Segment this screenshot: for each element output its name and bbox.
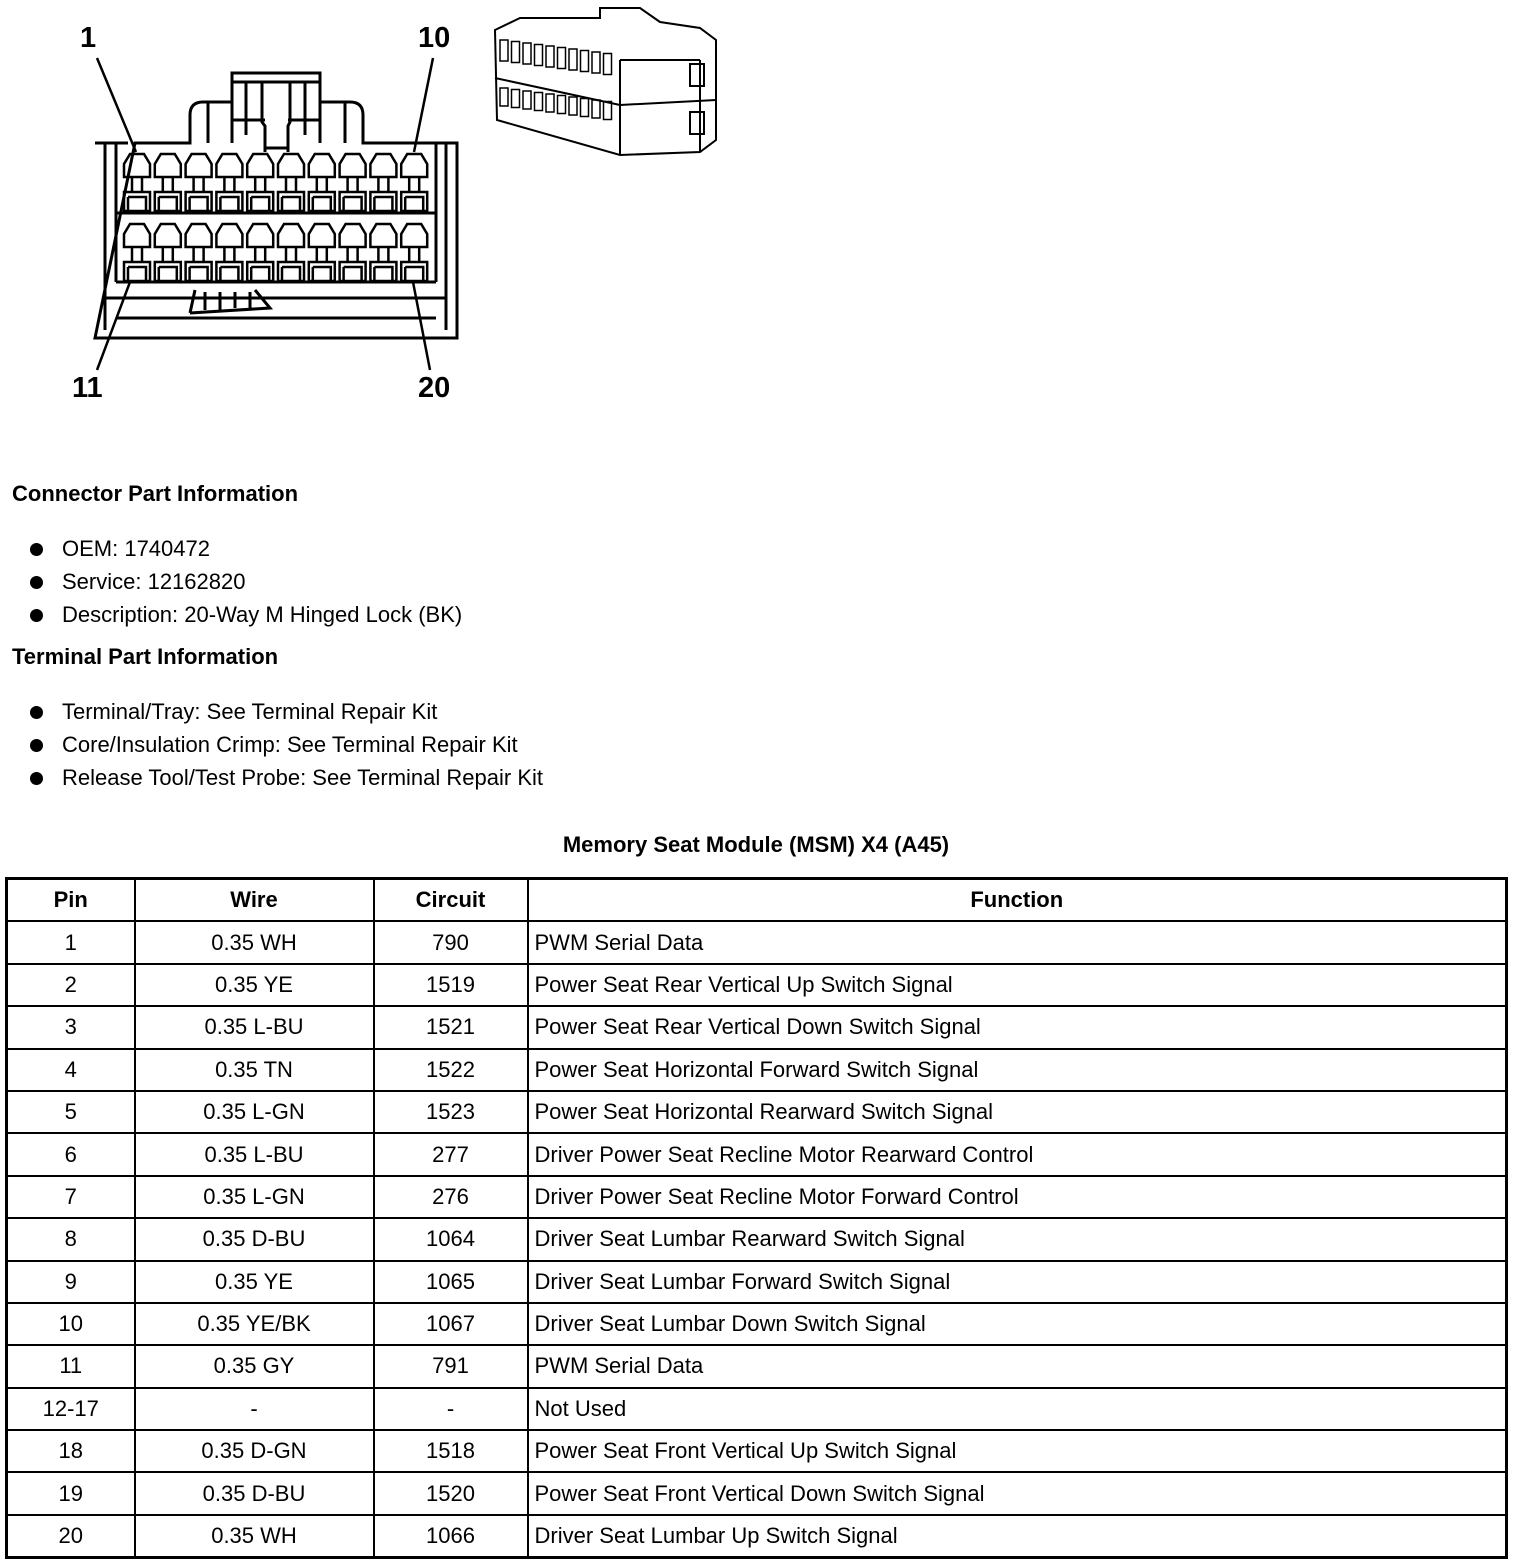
cell-pin: 19 xyxy=(7,1472,135,1514)
cell-wire: 0.35 YE xyxy=(135,964,374,1006)
cell-pin: 6 xyxy=(7,1133,135,1175)
cell-pin: 18 xyxy=(7,1430,135,1472)
list-item: Core/Insulation Crimp: See Terminal Repair Kit xyxy=(28,728,543,761)
table-row xyxy=(7,964,1507,1006)
terminal-cavity xyxy=(247,154,273,211)
list-item: Service: 12162820 xyxy=(28,565,462,598)
cell-pin: 12-17 xyxy=(7,1388,135,1430)
cell-pin: 8 xyxy=(7,1218,135,1260)
header-circuit: Circuit xyxy=(374,879,528,922)
cell-wire: 0.35 D-GN xyxy=(135,1430,374,1472)
cell-function: Driver Seat Lumbar Forward Switch Signal xyxy=(528,1261,1507,1303)
iso-cavity xyxy=(546,94,554,112)
terminal-cavity xyxy=(216,224,242,281)
cell-circuit: 1065 xyxy=(374,1261,528,1303)
table-row xyxy=(7,1176,1507,1218)
terminal-part-info-heading: Terminal Part Information xyxy=(12,644,279,669)
header-wire: Wire xyxy=(135,879,374,922)
iso-cavity xyxy=(512,42,520,63)
table-title: Memory Seat Module (MSM) X4 (A45) xyxy=(562,832,950,857)
cell-function: Driver Power Seat Recline Motor Forward Control xyxy=(528,1176,1507,1218)
cell-wire: 0.35 YE/BK xyxy=(135,1303,374,1345)
cell-circuit: 790 xyxy=(374,921,528,963)
pin-label-10: 10 xyxy=(418,22,451,54)
terminal-cavity xyxy=(216,154,242,211)
terminal-cavity xyxy=(340,224,366,281)
cell-function: Power Seat Rear Vertical Down Switch Signal xyxy=(528,1006,1507,1048)
cell-circuit: 791 xyxy=(374,1345,528,1387)
connector-part-info-list xyxy=(28,532,462,631)
cell-wire: 0.35 D-BU xyxy=(135,1472,374,1514)
cell-circuit: 1066 xyxy=(374,1515,528,1558)
iso-cavity xyxy=(535,93,543,111)
cell-function: Driver Seat Lumbar Down Switch Signal xyxy=(528,1303,1507,1345)
cell-wire: 0.35 TN xyxy=(135,1049,374,1091)
cell-wire: 0.35 YE xyxy=(135,1261,374,1303)
iso-cavity xyxy=(569,49,577,70)
iso-cavity xyxy=(604,54,612,75)
cell-circuit: 1519 xyxy=(374,964,528,1006)
table-row xyxy=(7,1345,1507,1387)
cell-function: PWM Serial Data xyxy=(528,1345,1507,1387)
cell-pin: 9 xyxy=(7,1261,135,1303)
cell-function: Not Used xyxy=(528,1388,1507,1430)
list-item: Release Tool/Test Probe: See Terminal Repair Kit xyxy=(28,761,543,794)
cell-pin: 3 xyxy=(7,1006,135,1048)
table-row xyxy=(7,1049,1507,1091)
cell-pin: 11 xyxy=(7,1345,135,1387)
terminal-cavities xyxy=(124,154,427,281)
cell-pin: 20 xyxy=(7,1515,135,1558)
terminal-cavity xyxy=(340,154,366,211)
iso-cavity xyxy=(500,88,508,106)
cell-function: Power Seat Rear Vertical Up Switch Signal xyxy=(528,964,1507,1006)
cell-wire: - xyxy=(135,1388,374,1430)
cell-wire: 0.35 WH xyxy=(135,1515,374,1558)
cell-function: Power Seat Horizontal Forward Switch Signal xyxy=(528,1049,1507,1091)
cell-circuit: 1067 xyxy=(374,1303,528,1345)
iso-cavity xyxy=(535,45,543,66)
table-row xyxy=(7,1388,1507,1430)
cell-function: PWM Serial Data xyxy=(528,921,1507,963)
terminal-cavity xyxy=(401,224,427,281)
iso-cavity xyxy=(581,99,589,117)
header-pin: Pin xyxy=(7,879,135,922)
connector-face-diagram xyxy=(0,0,760,420)
cell-pin: 5 xyxy=(7,1091,135,1133)
terminal-part-info-list xyxy=(28,695,543,794)
cell-wire: 0.35 L-GN xyxy=(135,1091,374,1133)
iso-cavity xyxy=(546,46,554,67)
header-function: Function xyxy=(528,879,1507,922)
pin-label-1: 1 xyxy=(80,22,97,54)
pin-label-11: 11 xyxy=(72,372,103,404)
cell-function: Power Seat Horizontal Rearward Switch Signal xyxy=(528,1091,1507,1133)
cell-circuit: 1518 xyxy=(374,1430,528,1472)
cell-wire: 0.35 L-GN xyxy=(135,1176,374,1218)
cell-function: Power Seat Front Vertical Down Switch Signal xyxy=(528,1472,1507,1514)
cell-pin: 2 xyxy=(7,964,135,1006)
cell-pin: 1 xyxy=(7,921,135,963)
table-row xyxy=(7,1261,1507,1303)
terminal-cavity xyxy=(278,154,304,211)
cell-pin: 4 xyxy=(7,1049,135,1091)
iso-cavity xyxy=(500,40,508,61)
iso-cavity xyxy=(592,52,600,73)
table-header-row xyxy=(7,879,1507,922)
connector-part-info-heading: Connector Part Information xyxy=(12,481,299,506)
terminal-cavity xyxy=(247,224,273,281)
table-row xyxy=(7,1472,1507,1514)
iso-cavity xyxy=(581,51,589,72)
cell-wire: 0.35 WH xyxy=(135,921,374,963)
terminal-cavity xyxy=(401,154,427,211)
cell-pin: 7 xyxy=(7,1176,135,1218)
pinout-table xyxy=(5,877,1508,1559)
cell-circuit: 1522 xyxy=(374,1049,528,1091)
iso-cavity xyxy=(523,91,531,109)
terminal-cavity xyxy=(309,154,335,211)
terminal-cavity xyxy=(370,154,396,211)
cell-circuit: 1064 xyxy=(374,1218,528,1260)
iso-cavity xyxy=(512,90,520,108)
terminal-cavity xyxy=(155,154,181,211)
cell-function: Driver Power Seat Recline Motor Rearward Control xyxy=(528,1133,1507,1175)
iso-cavity xyxy=(558,48,566,69)
cell-wire: 0.35 L-BU xyxy=(135,1006,374,1048)
terminal-cavity xyxy=(186,154,212,211)
list-item: Description: 20-Way M Hinged Lock (BK) xyxy=(28,598,462,631)
terminal-cavity xyxy=(186,224,212,281)
cell-circuit: 276 xyxy=(374,1176,528,1218)
iso-cavity xyxy=(592,100,600,118)
list-item: Terminal/Tray: See Terminal Repair Kit xyxy=(28,695,543,728)
terminal-cavity xyxy=(155,224,181,281)
cell-circuit: 1523 xyxy=(374,1091,528,1133)
cell-pin: 10 xyxy=(7,1303,135,1345)
iso-cavity xyxy=(604,102,612,120)
terminal-cavity xyxy=(370,224,396,281)
cell-circuit: 1520 xyxy=(374,1472,528,1514)
table-row xyxy=(7,1091,1507,1133)
table-row xyxy=(7,1303,1507,1345)
list-item: OEM: 1740472 xyxy=(28,532,462,565)
cell-circuit: - xyxy=(374,1388,528,1430)
iso-cavity xyxy=(523,43,531,64)
cell-function: Driver Seat Lumbar Up Switch Signal xyxy=(528,1515,1507,1558)
terminal-cavity xyxy=(124,224,150,281)
terminal-cavity xyxy=(309,224,335,281)
table-row xyxy=(7,1006,1507,1048)
table-row xyxy=(7,1515,1507,1558)
iso-cavity xyxy=(558,96,566,114)
cell-wire: 0.35 L-BU xyxy=(135,1133,374,1175)
cell-wire: 0.35 D-BU xyxy=(135,1218,374,1260)
iso-cavity xyxy=(569,97,577,115)
cell-circuit: 1521 xyxy=(374,1006,528,1048)
cell-function: Driver Seat Lumbar Rearward Switch Signal xyxy=(528,1218,1507,1260)
cell-circuit: 277 xyxy=(374,1133,528,1175)
pin-label-20: 20 xyxy=(418,372,451,404)
terminal-cavity xyxy=(278,224,304,281)
cell-function: Power Seat Front Vertical Up Switch Signal xyxy=(528,1430,1507,1472)
table-row xyxy=(7,1430,1507,1472)
table-row xyxy=(7,1218,1507,1260)
cell-wire: 0.35 GY xyxy=(135,1345,374,1387)
table-row xyxy=(7,921,1507,963)
connector-iso-view xyxy=(495,8,716,155)
table-row xyxy=(7,1133,1507,1175)
